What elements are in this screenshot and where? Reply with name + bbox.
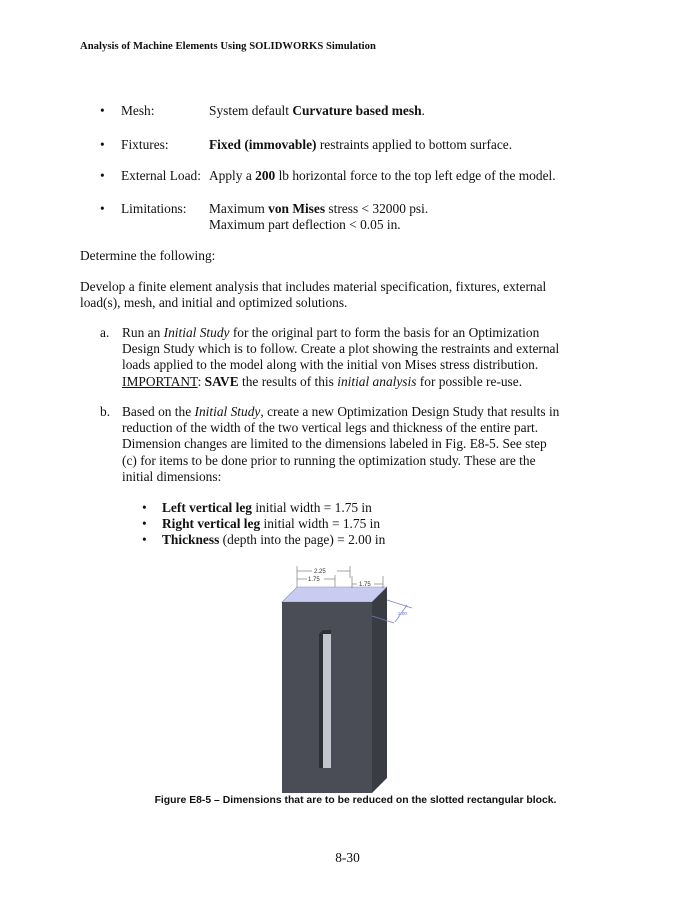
item-line — [122, 374, 582, 390]
text-run: 200 — [255, 168, 276, 183]
page-number: 8-30 — [335, 850, 360, 865]
text-run: Based on the — [122, 404, 195, 419]
text-run: Apply a — [209, 168, 256, 183]
text-run: initial width = 1.75 in — [251, 500, 372, 515]
dimension-text — [162, 516, 380, 532]
item-text — [122, 404, 582, 485]
item-text — [122, 325, 582, 390]
dimension-text — [162, 500, 372, 516]
item-label: b. — [100, 404, 111, 419]
text-run: Right vertical leg — [162, 516, 261, 531]
dimension-label-thickness: 2.00 — [398, 611, 407, 616]
item-line — [122, 436, 582, 452]
text-run: Maximum — [209, 201, 269, 216]
bullet-icon: • — [100, 168, 105, 183]
text-run: loads applied to the model along with the initial von Mises stress distribution. — [122, 357, 539, 373]
spec-description — [209, 168, 556, 184]
item-line — [122, 341, 582, 357]
bullet-icon: • — [142, 532, 147, 547]
item-line — [122, 404, 582, 420]
running-header: Analysis of Machine Elements Using SOLIDWORKS Simulation — [80, 41, 376, 52]
text-run: initial analysis — [337, 373, 417, 389]
intro-line: load(s), mesh, and initial and optimized solutions. — [80, 295, 348, 310]
spec-description — [209, 201, 428, 217]
spec-term: Mesh: — [121, 103, 155, 118]
figure-slotted-block — [262, 560, 462, 800]
spec-term: Fixtures: — [121, 137, 169, 152]
item-line — [122, 453, 582, 469]
spec-term: External Load: — [121, 168, 201, 183]
item-line — [122, 420, 582, 436]
text-run: von Mises — [268, 201, 326, 216]
text-run: initial dimensions: — [122, 468, 222, 484]
bullet-icon: • — [100, 201, 105, 216]
bullet-icon: • — [100, 103, 105, 118]
text-run: the results of this — [238, 373, 338, 389]
text-run: : — [197, 373, 205, 389]
bullet-icon: • — [142, 500, 147, 515]
text-run: Initial Study — [163, 325, 230, 340]
text-run: Design Study which is to follow. Create a plot showing the restraints and external — [122, 341, 560, 357]
block-top-face — [282, 587, 387, 602]
figure-caption: Figure E8-5 – Dimensions that are to be reduced on the slotted rectangular block. — [154, 795, 557, 806]
text-run: initial width = 1.75 in — [260, 516, 381, 531]
text-run: . — [421, 103, 425, 118]
spec-term: Limitations: — [121, 201, 187, 216]
text-run: for the original part to form the basis for an Optimization — [229, 325, 540, 340]
text-run: for possible re-use. — [416, 373, 523, 389]
text-run: Dimension changes are limited to the dimensions labeled in Fig. E8-5. See step — [122, 436, 547, 452]
item-label: a. — [100, 325, 110, 340]
spec-description — [209, 103, 425, 119]
spec-description — [209, 137, 512, 153]
text-run: restraints applied to bottom surface. — [316, 137, 513, 152]
slotted-block-illustration — [262, 560, 462, 800]
text-run: SAVE — [204, 373, 239, 389]
text-run: Fixed (immovable) — [209, 137, 317, 152]
text-run: stress < 32000 psi. — [325, 201, 429, 216]
text-run: Run an — [122, 325, 164, 340]
item-line — [122, 357, 582, 373]
dimension-text — [162, 532, 385, 548]
block-side-face — [372, 587, 387, 793]
text-run: lb horizontal force to the top left edge of the model. — [275, 168, 556, 183]
dimension-label-left-leg: 1.75 — [308, 577, 320, 583]
text-run: (c) for items to be done prior to running the optimization study. These are the — [122, 452, 536, 468]
text-run: Curvature based mesh — [292, 103, 422, 118]
spec-description-line2: Maximum part deflection < 0.05 in. — [209, 217, 401, 232]
item-line — [122, 325, 582, 341]
dimension-label-overall: 2.25 — [314, 569, 326, 575]
dimension-label-right-leg: 1.75 — [359, 582, 371, 588]
bullet-icon: • — [100, 137, 105, 152]
text-run: IMPORTANT — [122, 373, 198, 389]
text-run: (depth into the page) = 2.00 in — [219, 532, 386, 547]
determine-heading: Determine the following: — [80, 248, 216, 263]
intro-paragraph — [80, 279, 575, 311]
text-run: Left vertical leg — [162, 500, 252, 515]
text-run: System default — [209, 103, 293, 118]
item-line — [122, 469, 582, 485]
block-slot-inner-wall — [319, 634, 323, 768]
intro-line: Develop a finite element analysis that includes material specification, fixtures, external — [80, 279, 547, 294]
text-run: Thickness — [162, 532, 220, 547]
bullet-icon: • — [142, 516, 147, 531]
text-run: reduction of the width of the two vertical legs and thickness of the entire part. — [122, 420, 539, 436]
text-run: , create a new Optimization Design Study that results in — [260, 404, 560, 419]
text-run: Initial Study — [194, 404, 261, 419]
